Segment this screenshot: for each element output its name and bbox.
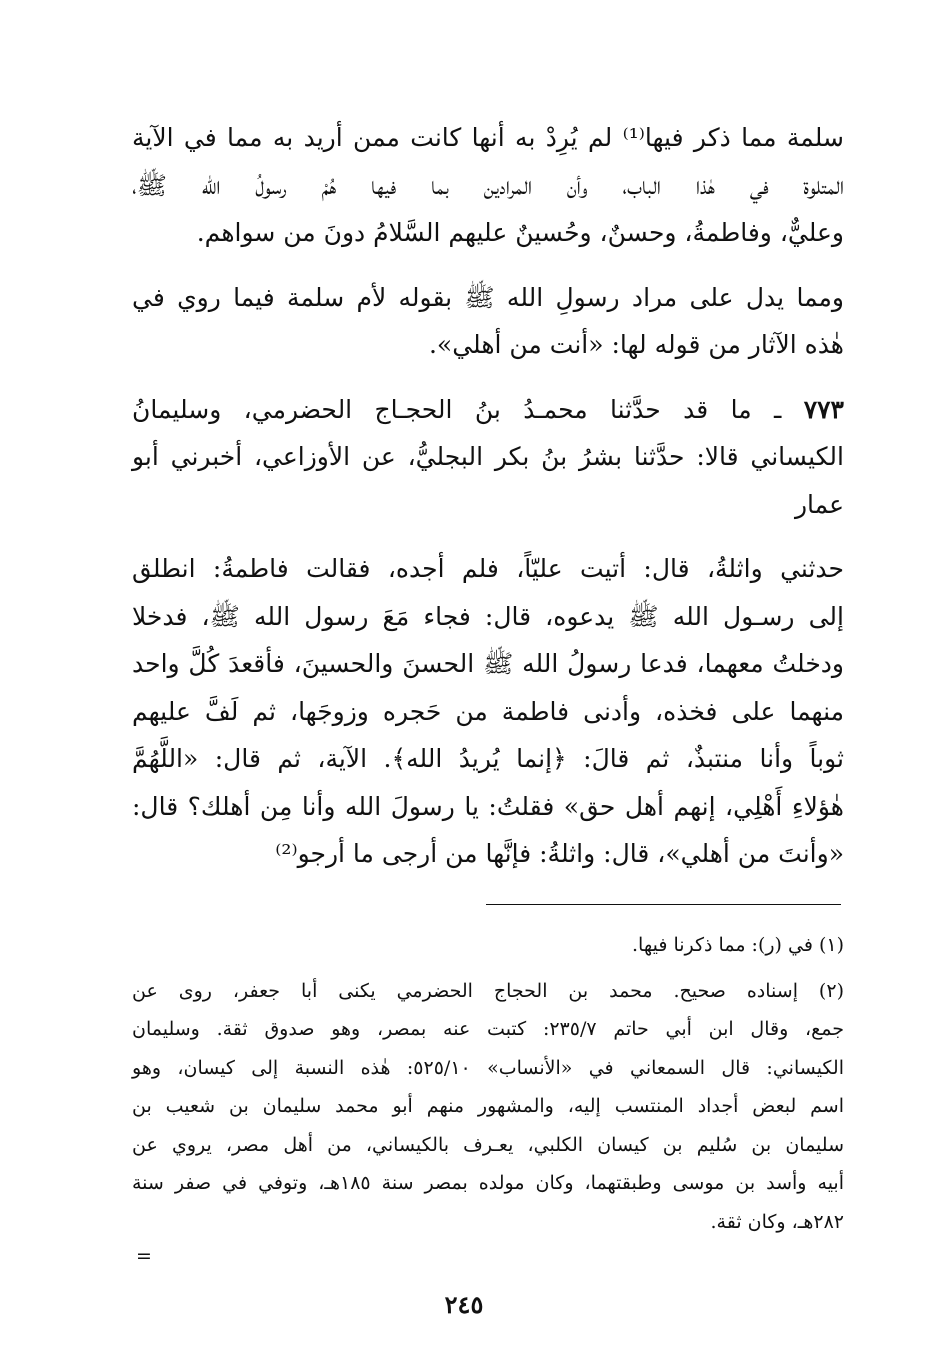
text-line: حدثني واثلةُ، قال: أتيت عليّاً، فلم أجده، فقالت فاطمةُ: انطلق — [132, 554, 844, 583]
footnote-1 — [132, 926, 844, 965]
footnote-line: الكيساني: قال السمعاني في «الأنساب» ٥٢٥/١٠: هٰذه النسبة إلى كيسان، وهو — [132, 1056, 844, 1079]
paragraph-2 — [132, 274, 844, 369]
footnote-line: (١) في (ر): مما ذكرنا فيها. — [632, 934, 844, 956]
footnotes — [132, 926, 844, 1248]
footnote-2 — [132, 972, 844, 1242]
paragraph-1 — [132, 114, 844, 257]
text-line: «وأنتَ من أهلي»، قال: واثلةُ: فإنَّها من أرجى ما أرجو⁽²⁾ — [275, 839, 844, 868]
text-line — [132, 386, 844, 434]
text-line: ودخلتُ معهما، فدعا رسولُ الله ﷺ الحسنَ والحسينَ، فأقعدَ كُلَّ واحد — [132, 649, 844, 678]
text-line: الكيساني قالا: حدَّثنا بشرُ بنُ بكر البجليُّ، عن الأوزاعي، أخبرني أبو — [132, 442, 844, 471]
footnote-divider — [486, 904, 841, 905]
footnote-line: (٢) إسناده صحيح. محمد بن الحجاج الحضرمي يكنى أبا جعفر، روى عن — [132, 979, 844, 1002]
text-line: منهما على فخذه، وأدنى فاطمة من حَجره وزوجَها، ثم لَفَّ عليهم — [132, 696, 844, 726]
hadith-number: ٧٧٣ — [803, 394, 844, 424]
footnote-line: سليمان بن سُليم بن كيسان الكلبي، يعـرف بالكيساني، من أهل مصر، يروي عن — [132, 1133, 844, 1156]
page-number: ٢٤٥ — [444, 1290, 484, 1319]
text-line: سلمة مما ذكر فيها⁽¹⁾ لم يُرِدْ به أنها كانت ممن أريد به مما في الآية — [132, 123, 844, 152]
footnote-line: اسم لبعض أجداد المنتسب إليه، والمشهور منهم أبو محمد سليمان بن شعيب بن — [132, 1095, 844, 1117]
text-line: هٰؤلاءِ أَهْلِي، إنهم أهل حق» فقلتُ: يا رسولَ الله وأنا مِن أهلك؟ قال: — [132, 791, 844, 821]
paragraph-hadith-773 — [132, 386, 844, 529]
text-line: عمار — [794, 489, 844, 519]
text-line: إلى رسـول الله ﷺ يدعوه، قال: فجاء مَعَ رسول الله ﷺ، فدخلا — [132, 601, 844, 631]
footnote-line: ٢٨٢هـ، وكان ثقة. — [710, 1210, 844, 1233]
text-line: هٰذه الآثار من قوله لها: «أنت من أهلي». — [428, 330, 844, 359]
paragraph-narration — [132, 545, 844, 878]
text-line: ومما يدل على مراد رسولِ الله ﷺ بقوله لأم سلمة فيما روي في — [132, 282, 844, 312]
continuation-mark: = — [136, 1245, 152, 1267]
footnote-line: جمع، وقال ابن أبي حاتم ٢٣٥/٧: كتبت عنه بمصر، وهو صدوق ثقة. وسليمان — [132, 1018, 844, 1040]
footnote-line: أبيه وأسد بن موسى وطبقتهما، وكان مولده بمصر سنة ١٨٥هـ، وتوفي في صفر سنة — [132, 1172, 844, 1194]
text-line: وعليٌّ، وفاطمةُ، وحسنٌ، وحُسينٌ عليهم السَّلامُ دونَ من سواهم. — [196, 218, 844, 247]
text-line: ثوباً وأنا منتبذٌ، ثم قالَ: ﴿إنما يُريدُ الله﴾. الآية، ثم قال: «اللَّهُمَّ — [132, 744, 844, 773]
main-text — [132, 114, 844, 895]
text-line: المتلوة في هٰذا الباب، وأن المرادين بما فيها هُمْ رسولُ الله ﷺ، — [132, 170, 844, 200]
text-line-content: ـ ما قد حدَّثنا محمـدُ بنُ الحجـاج الحضرمي، وسليمانُ — [132, 394, 782, 424]
